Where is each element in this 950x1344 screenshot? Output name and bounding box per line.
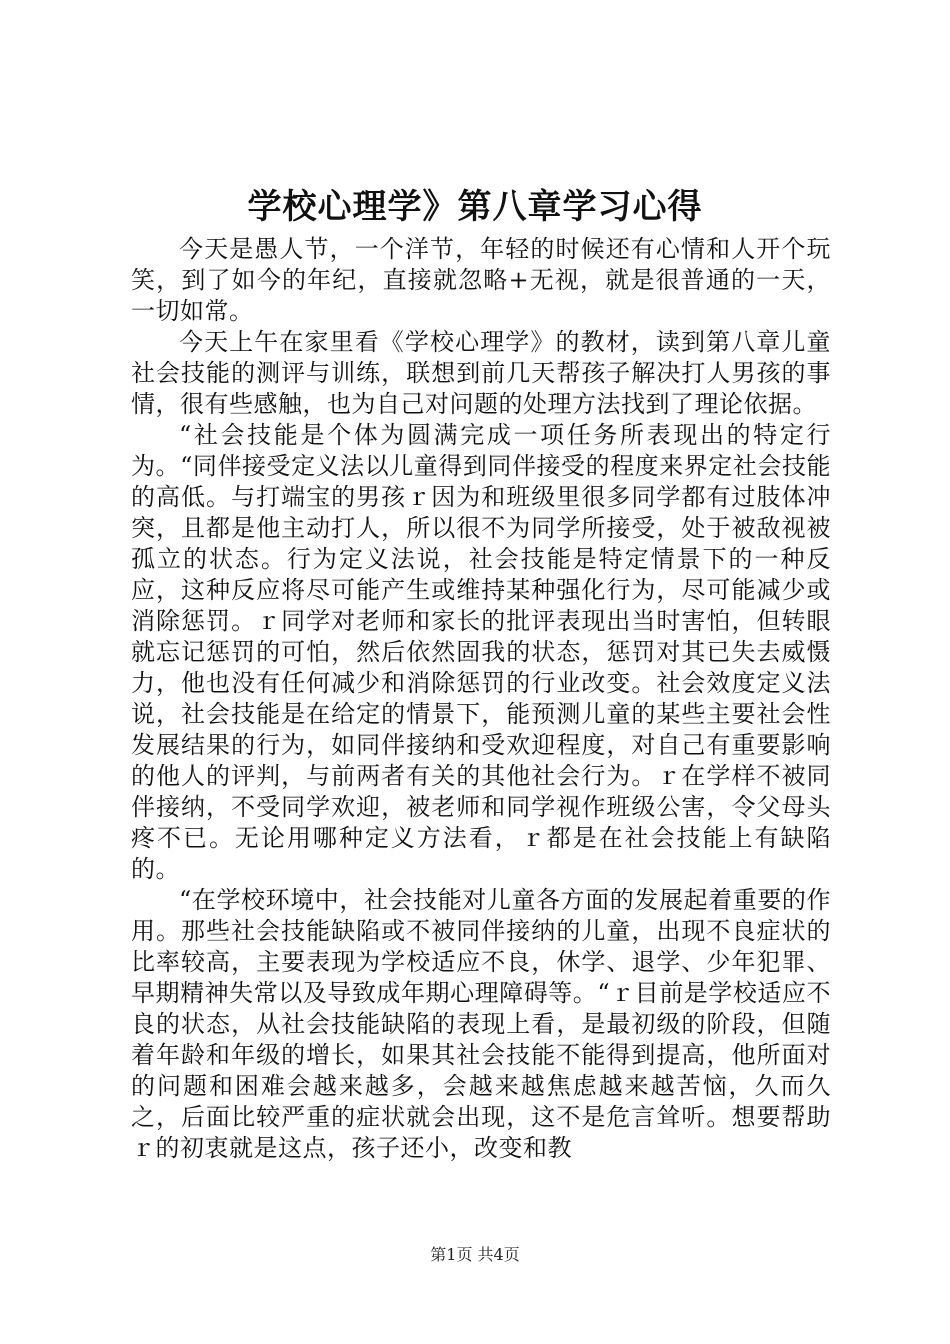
paragraph-3: “社会技能是个体为圆满完成一项任务所表现出的特定行为。“同伴接受定义法以儿童得到同伴接受的程度来界定社会技能的高低。与打端宝的男孩ｒ因为和班级里很多同学都有过肢体冲突，且都是他主动打人，所以很不为同学所接受，处于被敌视被孤立的状态。行为定义法说，社会技能是特定情景下的一种反应，这种反应将尽可能产生或维持某种强化行为，尽可能减少或消除惩罚。ｒ同学对老师和家长的批评表现出当时害怕，但转眼就忘记惩罚的可怕，然后依然固我的状态，惩罚对其已失去威慑力，他也没有任何减少和消除惩罚的行业改变。社会效度定义法说，社会技能是在给定的情景下，能预测儿童的某些主要社会性发展结果的行为，如同伴接纳和受欢迎程度，对自己有重要影响的他人的评判，与前两者有关的其他社会行为。ｒ在学样不被同伴接纳，不受同学欢迎，被老师和同学视作班级公害，令父母头疼不已。无论用哪种定义方法看，ｒ都是在社会技能上有缺陷的。	[131, 421, 831, 883]
document-title: 学校心理学》第八章学习心得	[247, 187, 703, 227]
paragraph-1: 今天是愚人节，一个洋节，年轻的时候还有心情和人开个玩笑，到了如今的年纪，直接就忽略+无视，就是很普通的一天，一切如常。	[131, 235, 831, 325]
document-body	[131, 234, 831, 1164]
paragraph-4: “在学校环境中，社会技能对儿童各方面的发展起着重要的作用。那些社会技能缺陷或不被同伴接纳的儿童，出现不良症状的比率较高，主要表现为学校适应不良，休学、退学、少年犯罪、早期精神失常以及导致成年期心理障碍等。“ｒ目前是学校适应不良的状态，从社会技能缺陷的表现上看，是最初级的阶段，但随着年龄和年级的增长，如果其社会技能不能得到提高，他所面对的问题和困难会越来越多，会越来越焦虑越来越苦恼，久而久之，后面比较严重的症状就会出现，这不是危言耸听。想要帮助ｒ的初衷就是这点，孩子还小，改变和教	[131, 886, 831, 1162]
page-footer: 第1页 共4页	[430, 1245, 520, 1264]
paragraph-2: 今天上午在家里看《学校心理学》的教材，读到第八章儿童社会技能的测评与训练，联想到前几天帮孩子解决打人男孩的事情，很有些感触，也为自己对问题的处理方法找到了理论依据。	[131, 328, 831, 418]
